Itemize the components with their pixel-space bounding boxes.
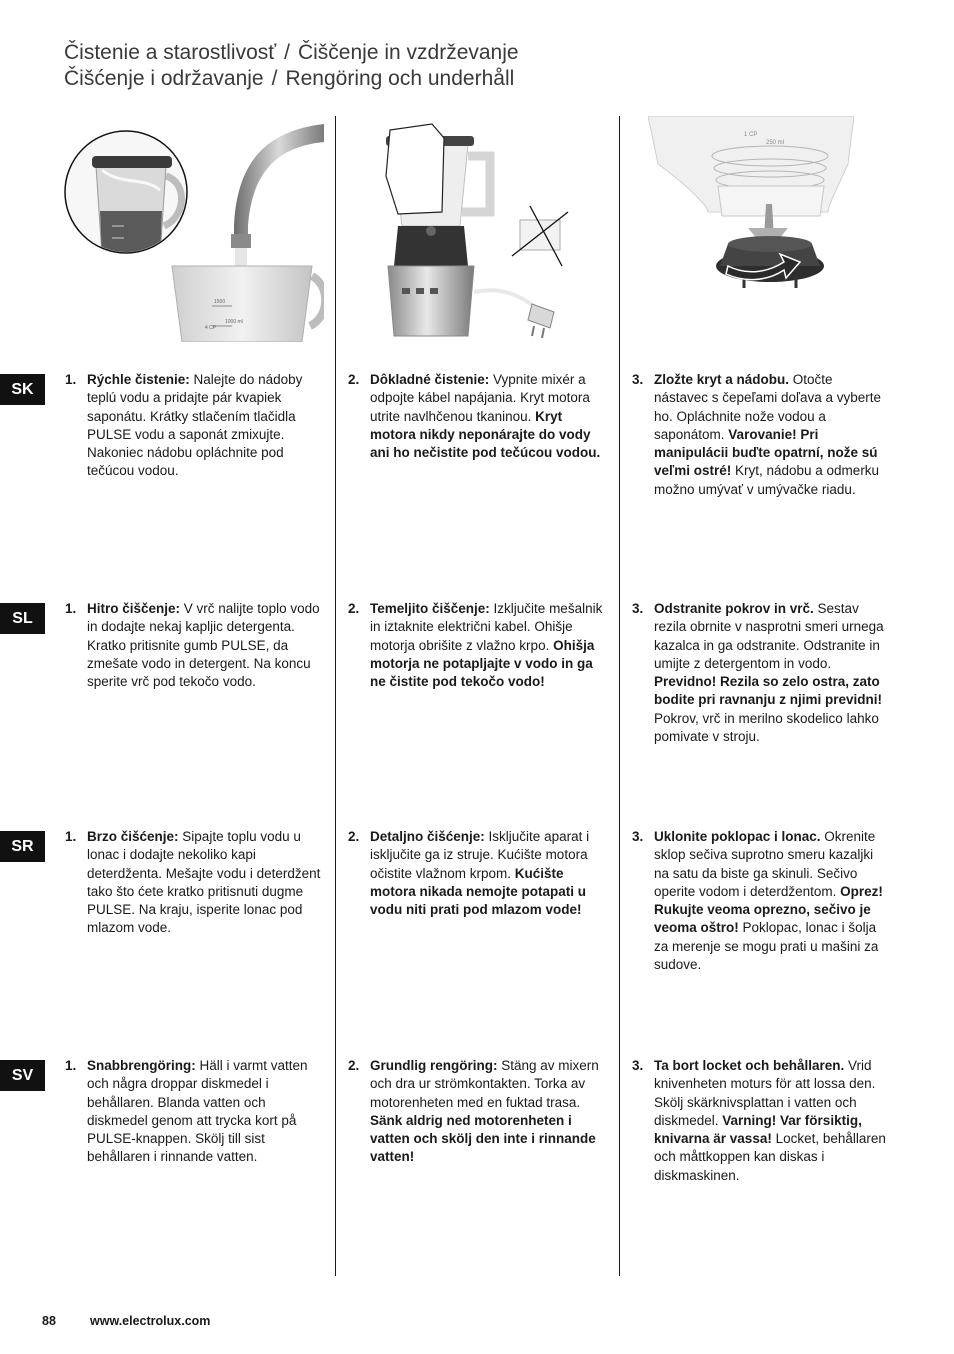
step-sr-2 xyxy=(348,828,608,919)
step-text: Izključite mešalnik in iztaknite električni kabel. Ohišje motorja obrišite z vlažno krpo. xyxy=(370,601,603,653)
jar-blade-illustration xyxy=(648,116,854,342)
step-sl-2 xyxy=(348,600,608,691)
language-tab-sr: SR xyxy=(0,831,45,862)
step-heading: Odstranite pokrov in vrč. xyxy=(654,601,814,616)
pitcher-faucet-illustration xyxy=(62,116,324,342)
language-tab-sv: SV xyxy=(0,1060,45,1091)
step-text-tail: Locket, behållaren och måttkoppen kan diskas i diskmaskinen. xyxy=(654,1131,886,1183)
jar-mark-1cp: 1 CP xyxy=(744,132,758,138)
step-heading: Hitro čiščenje: xyxy=(87,601,181,616)
step-number: 1. xyxy=(65,1058,77,1073)
step-warning: Oprez! Rukujte veoma oprezno, sečivo je veoma oštro! xyxy=(654,883,883,936)
step-number: 1. xyxy=(65,601,77,616)
step-text-tail: Pokrov, vrč in merilno skodelico lahko pomivate v stroju. xyxy=(654,710,879,745)
step-warning: Ohišja motorja ne potapljajte v vodo in ga ne čistite pod tekočo vodo! xyxy=(370,637,595,690)
step-heading: Detaljno čišćenje: xyxy=(370,829,485,844)
language-tab-sl: SL xyxy=(0,603,45,634)
step-text: Nalejte do nádoby teplú vodu a pridajte pár kvapiek saponátu. Krátky stlačením tlačidla PULSE vodu a saponát zmixujte. Nakoniec nádobu opláchnite pod tečúcou vodou. xyxy=(87,372,303,479)
pitcher-mark-4cp: 4 CP xyxy=(205,325,217,331)
step-text: Häll i varmt vatten och några droppar diskmedel i behållaren. Blanda vatten och diskmedel genom att trycka kort på PULSE-knappen. Skölj till sist behållaren i rinnande vatten. xyxy=(87,1058,308,1165)
pitcher-mark-1000: 1000 ml xyxy=(225,319,243,325)
jar-mark-250: 250 ml xyxy=(766,140,785,146)
step-text: Isključite aparat i isključite ga iz struje. Kućište motora očistite vlažnom krpom. xyxy=(370,829,590,881)
step-text: Sestav rezila obrnite v nasprotni smeri urnega kazalca in ga odstranite. Odstranite in umijte z detergentom in vodo. xyxy=(654,601,884,671)
column-divider xyxy=(619,116,620,1276)
step-heading: Rýchle čistenie: xyxy=(87,372,190,387)
step-text: Okrenite sklop sečiva suprotno smeru kazaljki na satu da biste ga skinuli. Sečivo operite vodom i deterdžentom. xyxy=(654,829,876,899)
pitcher-mark-1500: 1500 xyxy=(214,299,226,305)
step-warning: Kryt motora nikdy neponárajte do vody ani ho nečistite pod tečúcou vodou. xyxy=(370,408,601,461)
step-warning: Previdno! Rezila so zelo ostra, zato bodite pri ravnanju z njimi previdni! xyxy=(654,674,883,708)
step-text: Vrid knivenheten moturs för att lossa den. Skölj skärknivsplattan i vatten och diskmedel. xyxy=(654,1058,876,1128)
step-heading: Grundlig rengöring: xyxy=(370,1058,498,1073)
title-sr: Čišćenje i održavanje xyxy=(64,67,264,90)
step-heading: Ta bort locket och behållaren. xyxy=(654,1058,845,1073)
title-separator: / xyxy=(284,41,290,64)
step-sk-2 xyxy=(348,371,608,462)
step-sk-3 xyxy=(632,371,890,499)
illustration-remove-jar xyxy=(648,116,854,342)
illustration-quick-clean xyxy=(62,116,324,342)
page-number: 88 xyxy=(42,1314,56,1328)
title-sk: Čistenie a starostlivosť xyxy=(64,41,277,64)
step-heading: Snabbrengöring: xyxy=(87,1058,196,1073)
step-number: 1. xyxy=(65,372,77,387)
step-heading: Uklonite poklopac i lonac. xyxy=(654,829,821,844)
title-separator: / xyxy=(271,67,278,90)
step-number: 3. xyxy=(632,829,644,844)
title-sl: Čiščenje in vzdrževanje xyxy=(297,41,519,64)
blender-cloth-illustration xyxy=(372,116,584,342)
step-text: V vrč nalijte toplo vodo in dodajte nekaj kapljic detergenta. Kratko pritisnite gumb PULSE, da zmešate vodo in detergent. Na koncu sperite vrč pod tekočo vodo. xyxy=(87,601,320,690)
step-sv-2 xyxy=(348,1057,608,1167)
step-sr-3 xyxy=(632,828,890,974)
step-sk-1 xyxy=(65,371,327,481)
step-heading: Temeljito čiščenje: xyxy=(370,601,490,616)
step-text-tail: Poklopac, lonac i šolja za merenje se mogu prati u mašini za sudove. xyxy=(654,920,879,973)
step-warning: Kućište motora nikada nemojte potapati u vodu niti prati pod mlazom vode! xyxy=(370,865,587,918)
step-warning: Varning! Var försiktig, knivarna är vassa! xyxy=(654,1112,862,1147)
step-number: 3. xyxy=(632,372,644,387)
step-number: 2. xyxy=(348,372,360,387)
page-title xyxy=(64,40,519,92)
illustration-thorough-clean xyxy=(372,116,584,342)
step-text: Vypnite mixér a odpojte kábel napájania. Kryt motora utrite navlhčenou tkaninou. xyxy=(370,372,590,424)
step-heading: Zložte kryt a nádobu. xyxy=(654,372,790,387)
step-number: 2. xyxy=(348,601,360,616)
step-sl-3 xyxy=(632,600,890,746)
step-text: Otočte nástavec s čepeľami doľava a vyberte ho. Opláchnite nože vodou a saponátom. xyxy=(654,372,881,442)
step-warning: Sänk aldrig ned motorenheten i vatten och skölj den inte i rinnande vatten! xyxy=(370,1112,596,1165)
step-number: 2. xyxy=(348,829,360,844)
step-number: 2. xyxy=(348,1058,360,1073)
step-sr-1 xyxy=(65,828,327,938)
step-number: 3. xyxy=(632,1058,644,1073)
step-text: Sipajte toplu vodu u lonac i dodajte nekoliko kapi deterdženta. Mešajte vodu i deterdžent tako što ćete kratko pritisnuti dugme PULSE. Na kraju, isperite lonac pod mlazom vode. xyxy=(87,829,321,936)
step-text: Stäng av mixern och dra ur strömkontakten. Torka av motorenheten med en fuktad trasa. xyxy=(370,1058,599,1110)
step-warning: Varovanie! Pri manipulácii buďte opatrní, nože sú veľmi ostré! xyxy=(654,426,878,479)
website-link[interactable]: www.electrolux.com xyxy=(90,1314,211,1328)
language-tab-sk: SK xyxy=(0,374,45,405)
step-text-tail: Kryt, nádobu a odmerku možno umývať v umývačke riadu. xyxy=(654,463,880,497)
step-sv-1 xyxy=(65,1057,327,1167)
step-number: 3. xyxy=(632,601,644,616)
step-heading: Dôkladné čistenie: xyxy=(370,372,490,387)
step-heading: Brzo čišćenje: xyxy=(87,829,179,844)
title-sv: Rengöring och underhåll xyxy=(285,67,515,90)
step-sv-3 xyxy=(632,1057,890,1185)
step-number: 1. xyxy=(65,829,77,844)
column-divider xyxy=(335,116,336,1276)
step-sl-1 xyxy=(65,600,327,691)
